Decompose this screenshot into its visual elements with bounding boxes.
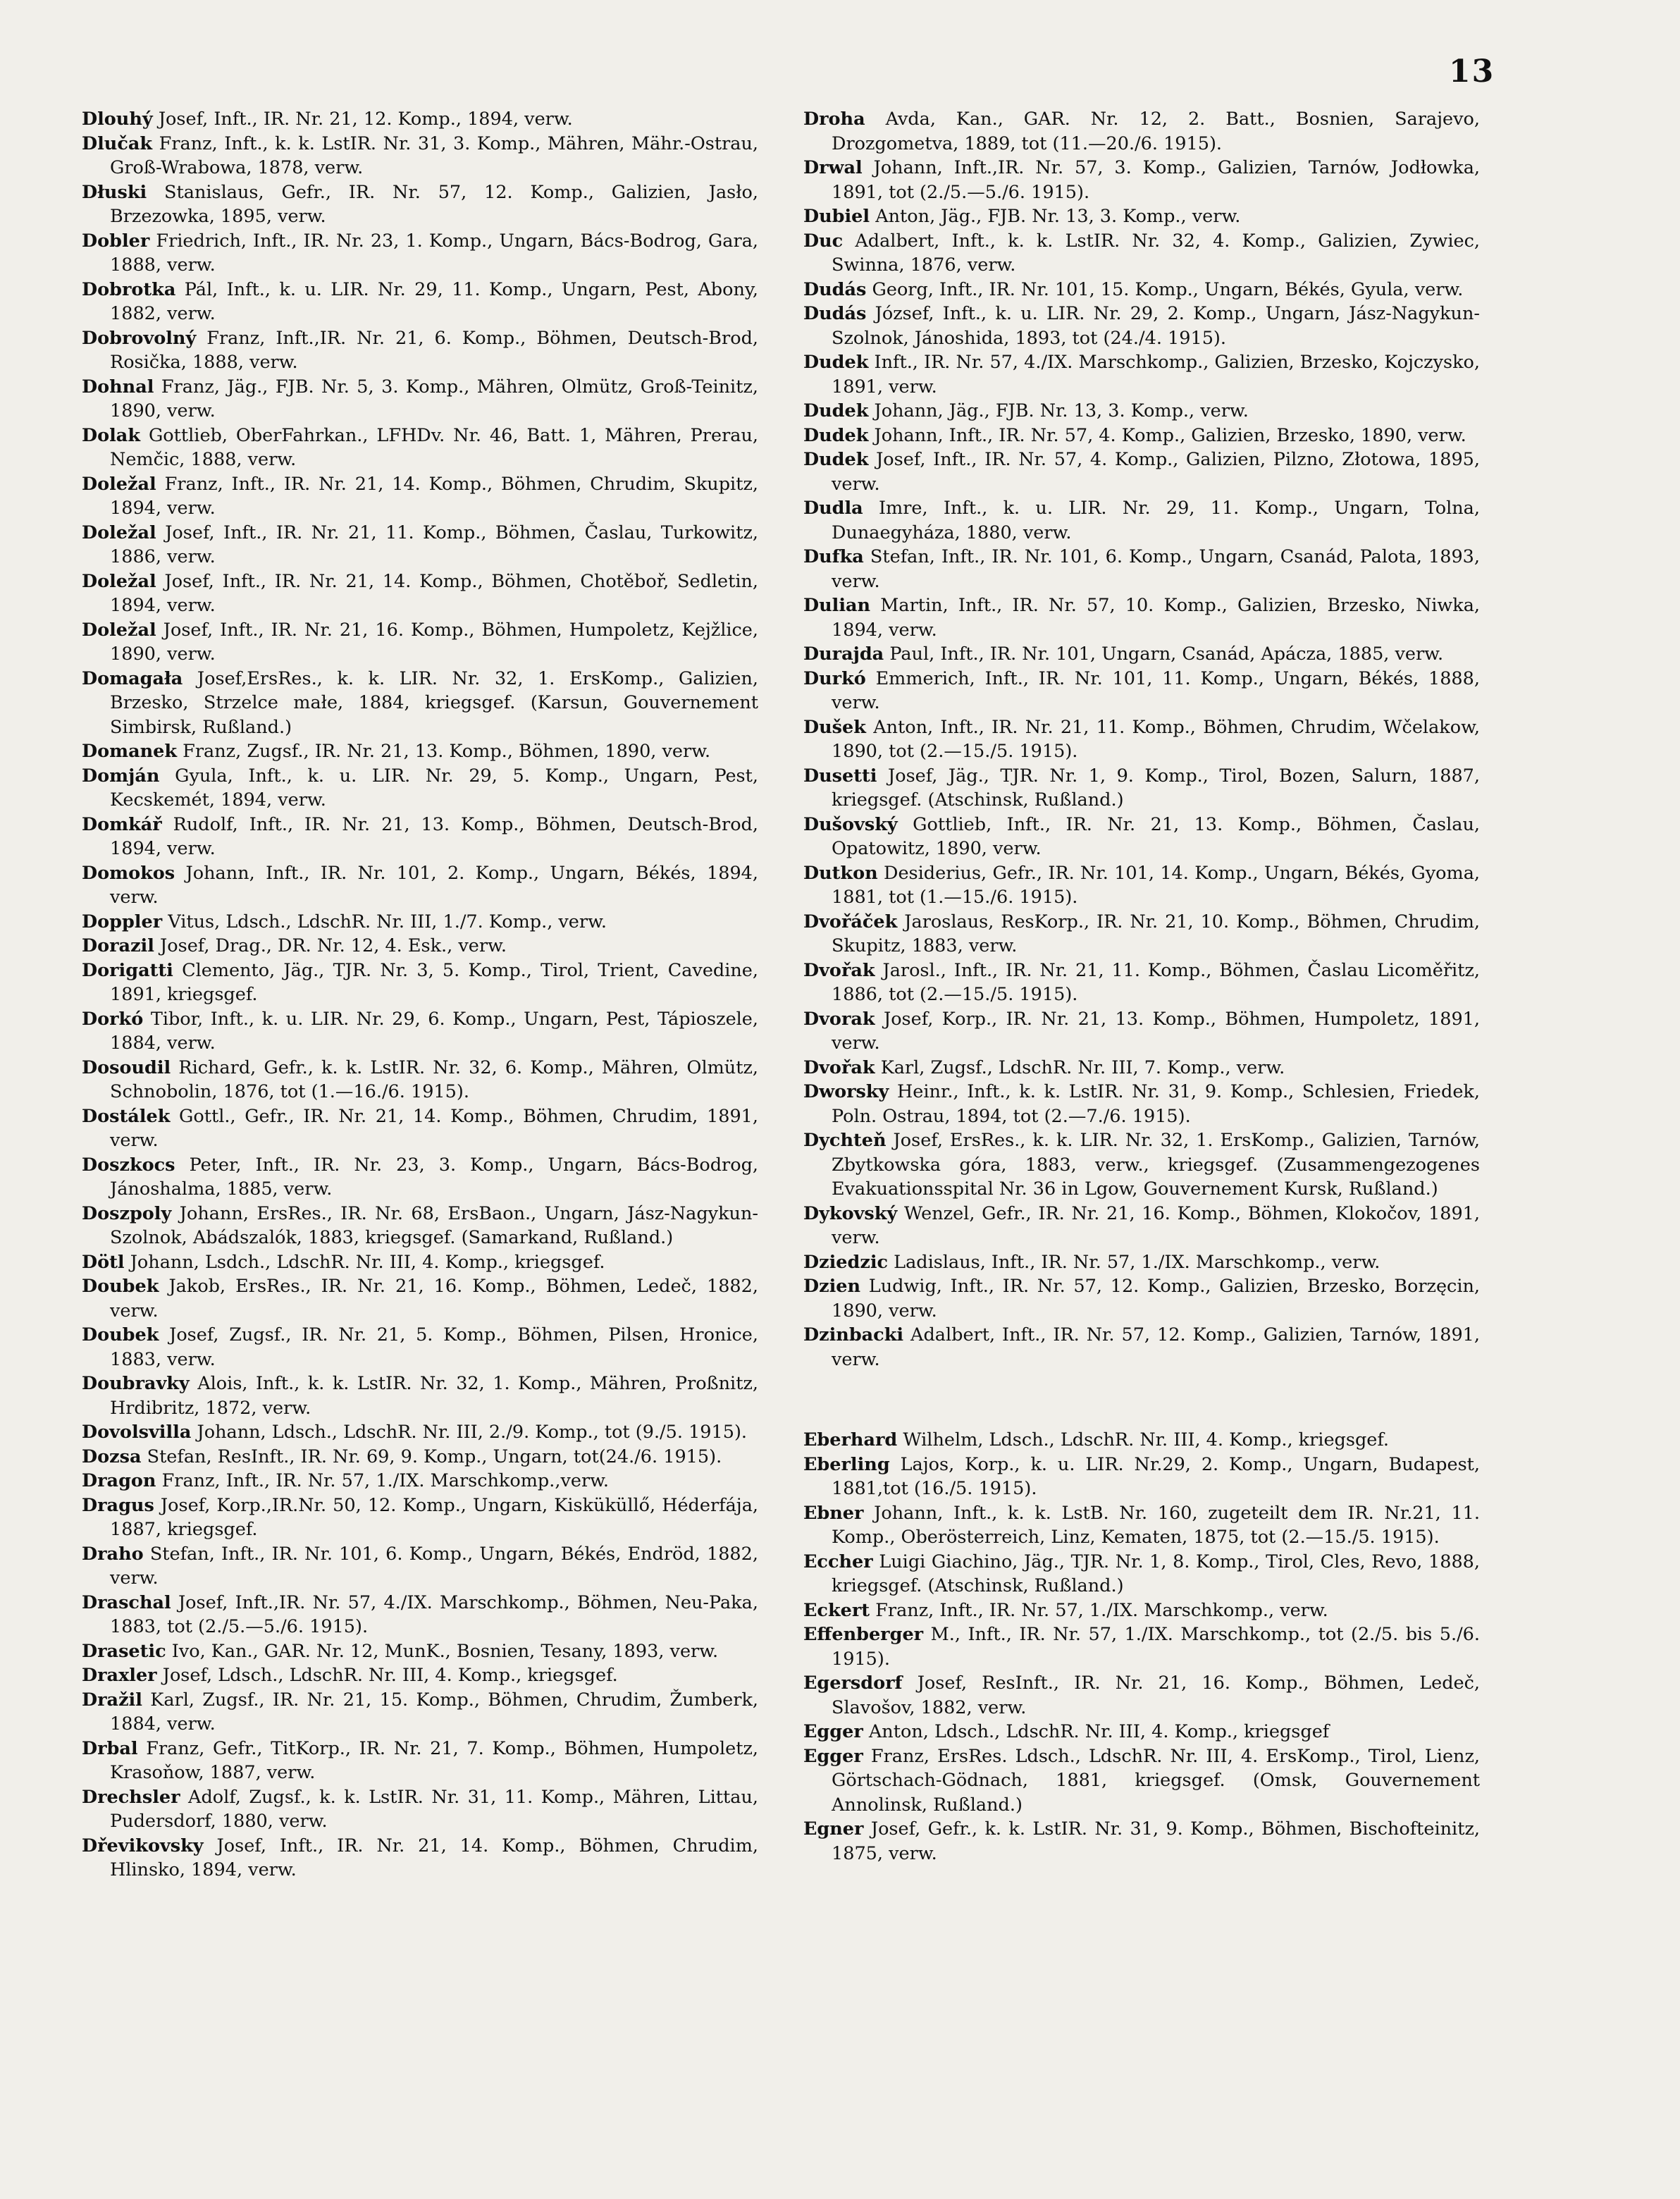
list-entry bbox=[82, 813, 758, 861]
list-entry bbox=[803, 107, 1480, 156]
entry-details: Johann, Inft.,IR. Nr. 57, 3. Komp., Galizien, Tarnów, Jodłowka, 1891, tot (2./5.—5./6. 1915). bbox=[832, 157, 1480, 203]
list-entry bbox=[82, 278, 758, 326]
entry-details: Josef, Drag., DR. Nr. 12, 4. Esk., verw. bbox=[160, 935, 507, 956]
entry-details: Stanislaus, Gefr., IR. Nr. 57, 12. Komp., Galizien, Jasło, Brzezowka, 1895, verw. bbox=[110, 181, 758, 227]
entry-surname: Eberhard bbox=[803, 1429, 898, 1450]
list-entry bbox=[803, 1817, 1480, 1866]
entry-surname: Durkó bbox=[803, 667, 866, 689]
list-entry bbox=[82, 569, 758, 618]
list-entry bbox=[82, 1153, 758, 1202]
entry-surname: Draxler bbox=[82, 1665, 157, 1686]
entry-surname: Dlouhý bbox=[82, 109, 153, 130]
entry-surname: Draho bbox=[82, 1543, 144, 1565]
entry-surname: Eckert bbox=[803, 1599, 870, 1621]
right-column bbox=[803, 107, 1480, 1866]
list-entry bbox=[803, 448, 1480, 496]
entry-details: Karl, Zugsf., IR. Nr. 21, 15. Komp., Böhmen, Chrudim, Žumberk, 1884, verw. bbox=[110, 1689, 759, 1735]
list-entry bbox=[803, 545, 1480, 593]
entry-surname: Dudek bbox=[803, 400, 869, 421]
entry-details: Franz, Inft.,IR. Nr. 21, 6. Komp., Böhmen, Deutsch-Brod, Rosička, 1888, verw. bbox=[110, 327, 759, 373]
list-entry bbox=[82, 1542, 758, 1591]
section-gap bbox=[803, 1372, 1480, 1428]
list-entry bbox=[803, 1250, 1480, 1275]
entry-details: Gyula, Inft., k. u. LIR. Nr. 29, 5. Komp., Ungarn, Pest, Kecskemét, 1894, verw. bbox=[110, 765, 758, 811]
entry-surname: Durajda bbox=[803, 643, 884, 665]
entry-details: Josef, Zugsf., IR. Nr. 21, 5. Komp., Böhmen, Pilsen, Hronice, 1883, verw. bbox=[110, 1324, 758, 1370]
entry-details: Stefan, ResInft., IR. Nr. 69, 9. Komp., Ungarn, tot(24./6. 1915). bbox=[147, 1446, 722, 1467]
entry-surname: Doležal bbox=[82, 522, 156, 543]
list-entry bbox=[803, 424, 1480, 448]
entry-surname: Dobler bbox=[82, 230, 150, 252]
entry-surname: Duc bbox=[803, 230, 844, 252]
list-entry bbox=[803, 1501, 1480, 1550]
entry-surname: Dykovský bbox=[803, 1202, 898, 1224]
list-entry bbox=[82, 107, 758, 132]
list-entry bbox=[82, 326, 758, 375]
entry-surname: Doubek bbox=[82, 1324, 159, 1345]
entry-details: Rudolf, Inft., IR. Nr. 21, 13. Komp., Böhmen, Deutsch-Brod, 1894, verw. bbox=[110, 813, 758, 859]
list-entry bbox=[803, 1622, 1480, 1671]
entry-details: Ladislaus, Inft., IR. Nr. 57, 1./IX. Marschkomp., verw. bbox=[894, 1251, 1381, 1273]
list-entry bbox=[803, 1599, 1480, 1623]
list-entry bbox=[82, 1834, 758, 1883]
list-entry bbox=[82, 229, 758, 278]
list-entry bbox=[82, 1274, 758, 1323]
list-entry bbox=[82, 1591, 758, 1639]
list-entry bbox=[803, 1453, 1480, 1501]
entry-surname: Eberling bbox=[803, 1453, 890, 1475]
list-entry bbox=[82, 1663, 758, 1688]
entry-details: Ludwig, Inft., IR. Nr. 57, 12. Komp., Galizien, Brzesko, Borzęcin, 1890, verw. bbox=[832, 1276, 1480, 1322]
entry-surname: Dworsky bbox=[803, 1081, 889, 1102]
entry-details: Johann, Inft., k. k. LstB. Nr. 160, zugeteilt dem IR. Nr.21, 11. Komp., Oberösterreich, Linz, Kematen, 1875, tot (2.—15./5. 1915). bbox=[832, 1502, 1481, 1548]
entry-surname: Dudás bbox=[803, 303, 867, 324]
entry-details: Luigi Giachino, Jäg., TJR. Nr. 1, 8. Komp., Tirol, Cles, Revo, 1888, kriegsgef. (Atschinsk, Rußland.) bbox=[832, 1551, 1481, 1596]
entry-details: Desiderius, Gefr., IR. Nr. 101, 14. Komp., Ungarn, Békés, Gyoma, 1881, tot (1.—15./6. 1915). bbox=[832, 862, 1480, 908]
entry-details: Josef, Inft., IR. Nr. 21, 12. Komp., 1894, verw. bbox=[158, 109, 573, 130]
entry-surname: Doppler bbox=[82, 911, 163, 932]
list-entry bbox=[82, 739, 758, 764]
entry-surname: Dorkó bbox=[82, 1008, 144, 1030]
entry-surname: Domkář bbox=[82, 813, 162, 835]
entry-surname: Domokos bbox=[82, 862, 175, 884]
list-entry bbox=[803, 399, 1480, 424]
entry-surname: Drwal bbox=[803, 157, 863, 178]
entry-surname: Drasetic bbox=[82, 1640, 166, 1662]
entry-surname: Dubiel bbox=[803, 206, 870, 227]
entry-details: Imre, Inft., k. u. LIR. Nr. 29, 11. Komp., Ungarn, Tolna, Dunaegyháza, 1880, verw. bbox=[832, 498, 1480, 543]
entry-surname: Dzinbacki bbox=[803, 1324, 904, 1345]
entry-surname: Dudla bbox=[803, 498, 863, 519]
entry-details: M., Inft., IR. Nr. 57, 1./IX. Marschkomp., tot (2./5. bis 5./6. 1915). bbox=[832, 1624, 1481, 1670]
list-entry bbox=[82, 1007, 758, 1056]
list-entry bbox=[82, 1785, 758, 1834]
list-entry bbox=[803, 204, 1480, 229]
entry-surname: Domanek bbox=[82, 741, 178, 762]
entry-details: Wilhelm, Ldsch., LdschR. Nr. III, 4. Komp., kriegsgef. bbox=[903, 1429, 1389, 1450]
entry-details: Vitus, Ldsch., LdschR. Nr. III, 1./7. Komp., verw. bbox=[168, 911, 607, 932]
entry-surname: Effenberger bbox=[803, 1624, 924, 1645]
entry-details: Anton, Jäg., FJB. Nr. 13, 3. Komp., verw. bbox=[875, 206, 1241, 227]
entry-surname: Ebner bbox=[803, 1502, 864, 1524]
entry-surname: Droha bbox=[803, 109, 865, 130]
entry-details: Johann, Jäg., FJB. Nr. 13, 3. Komp., verw. bbox=[874, 400, 1249, 421]
list-entry bbox=[82, 424, 758, 472]
entry-surname: Dudek bbox=[803, 424, 869, 446]
list-entry bbox=[803, 1274, 1480, 1323]
entry-details: Clemento, Jäg., TJR. Nr. 3, 5. Komp., Tirol, Trient, Cavedine, 1891, kriegsgef. bbox=[110, 959, 759, 1005]
list-entry bbox=[82, 1493, 758, 1542]
entry-surname: Doszkocs bbox=[82, 1154, 175, 1176]
list-entry bbox=[82, 1250, 758, 1275]
entry-details: Gottlieb, OberFahrkan., LFHDv. Nr. 46, Batt. 1, Mähren, Prerau, Nemčic, 1888, verw. bbox=[110, 424, 758, 470]
entry-details: Josef, Inft., IR. Nr. 21, 11. Komp., Böhmen, Časlau, Turkowitz, 1886, verw. bbox=[110, 522, 759, 567]
left-column bbox=[82, 107, 758, 1883]
entry-surname: Dozsa bbox=[82, 1446, 142, 1467]
entry-surname: Dragus bbox=[82, 1494, 154, 1516]
entry-details: Josef, Korp.,IR.Nr. 50, 12. Komp., Ungarn, Kisküküllő, Héderfája, 1887, kriegsgef. bbox=[110, 1494, 759, 1540]
entry-details: Lajos, Korp., k. u. LIR. Nr.29, 2. Komp., Ungarn, Budapest, 1881,tot (16./5. 1915). bbox=[832, 1453, 1481, 1499]
list-entry bbox=[82, 667, 758, 740]
list-entry bbox=[803, 496, 1480, 545]
entry-details: Franz, Inft., k. k. LstIR. Nr. 31, 3. Komp., Mähren, Mähr.-Ostrau, Groß-Wrabowa, 1878, verw. bbox=[110, 133, 759, 178]
entry-surname: Doležal bbox=[82, 473, 156, 495]
entry-surname: Dvořak bbox=[803, 959, 875, 981]
entry-details: Franz, Inft., IR. Nr. 57, 1./IX. Marschkomp., verw. bbox=[875, 1599, 1328, 1621]
entry-details: Anton, Inft., IR. Nr. 21, 11. Komp., Böhmen, Chrudim, Wčelakow, 1890, tot (2.—15./5. 1915). bbox=[832, 716, 1480, 762]
list-entry bbox=[82, 132, 758, 180]
list-entry bbox=[803, 1056, 1480, 1080]
entry-details: Paul, Inft., IR. Nr. 101, Ungarn, Csanád, Apácza, 1885, verw. bbox=[889, 643, 1444, 665]
list-entry bbox=[803, 302, 1480, 350]
entry-surname: Dostálek bbox=[82, 1105, 171, 1127]
entry-details: Anton, Ldsch., LdschR. Nr. III, 4. Komp., kriegsgef bbox=[868, 1721, 1330, 1742]
entry-details: Franz, Inft., IR. Nr. 21, 14. Komp., Böhmen, Chrudim, Skupitz, 1894, verw. bbox=[110, 473, 758, 519]
entry-surname: Dufka bbox=[803, 546, 864, 567]
entry-details: Jaroslaus, ResKorp., IR. Nr. 21, 10. Komp., Böhmen, Chrudim, Skupitz, 1883, verw. bbox=[832, 911, 1481, 956]
list-entry bbox=[803, 1128, 1480, 1202]
list-entry bbox=[82, 861, 758, 910]
list-entry bbox=[82, 375, 758, 424]
entry-surname: Dvorak bbox=[803, 1008, 875, 1030]
entry-surname: Dulian bbox=[803, 595, 871, 616]
list-entry bbox=[803, 156, 1480, 204]
entry-surname: Dorigatti bbox=[82, 959, 173, 981]
list-entry bbox=[82, 1056, 758, 1104]
list-entry bbox=[82, 1420, 758, 1445]
entry-surname: Dražil bbox=[82, 1689, 142, 1711]
entry-surname: Dohnal bbox=[82, 376, 154, 398]
entry-details: Josef, Inft., IR. Nr. 57, 4. Komp., Galizien, Pilzno, Złotowa, 1895, verw. bbox=[832, 449, 1480, 495]
list-entry bbox=[82, 472, 758, 521]
list-entry bbox=[82, 1445, 758, 1470]
entry-surname: Domagała bbox=[82, 667, 183, 689]
entry-surname: Eccher bbox=[803, 1551, 873, 1572]
entry-details: Friedrich, Inft., IR. Nr. 23, 1. Komp., Ungarn, Bács-Bodrog, Gara, 1888, verw. bbox=[110, 230, 759, 276]
entry-details: Johann, Inft., IR. Nr. 57, 4. Komp., Galizien, Brzesko, 1890, verw. bbox=[874, 424, 1466, 446]
entry-surname: Doubek bbox=[82, 1276, 159, 1297]
entry-details: Josef, Jäg., TJR. Nr. 1, 9. Komp., Tirol, Bozen, Salurn, 1887, kriegsgef. (Atschinsk, Rußland.) bbox=[832, 765, 1480, 811]
entry-details: Franz, Jäg., FJB. Nr. 5, 3. Komp., Mähren, Olmütz, Groß-Teinitz, 1890, verw. bbox=[110, 376, 758, 421]
list-entry bbox=[803, 642, 1480, 667]
list-entry bbox=[82, 1323, 758, 1372]
list-entry bbox=[82, 959, 758, 1007]
entry-surname: Dötl bbox=[82, 1251, 125, 1273]
entry-surname: Dorazil bbox=[82, 935, 154, 956]
entry-surname: Dudek bbox=[803, 449, 869, 470]
entry-details: Jakob, ErsRes., IR. Nr. 21, 16. Komp., Böhmen, Ledeč, 1882, verw. bbox=[110, 1276, 758, 1322]
list-entry bbox=[803, 1007, 1480, 1056]
entry-surname: Egger bbox=[803, 1721, 863, 1742]
list-entry bbox=[803, 1202, 1480, 1250]
entry-details: Josef, Inft., IR. Nr. 21, 14. Komp., Böhmen, Chrudim, Hlinsko, 1894, verw. bbox=[110, 1835, 758, 1880]
entry-surname: Dziedzic bbox=[803, 1251, 889, 1273]
page-number: 13 bbox=[1449, 54, 1495, 90]
entry-details: Josef, Inft., IR. Nr. 21, 14. Komp., Böhmen, Chotěboř, Sedletin, 1894, verw. bbox=[110, 570, 759, 616]
list-entry bbox=[82, 1688, 758, 1737]
list-entry bbox=[803, 861, 1480, 910]
list-entry bbox=[803, 1550, 1480, 1599]
list-entry bbox=[82, 910, 758, 935]
entry-details: Franz, Gefr., TitKorp., IR. Nr. 21, 7. Komp., Böhmen, Humpoletz, Krasoňow, 1887, verw. bbox=[110, 1737, 759, 1783]
list-entry bbox=[82, 1469, 758, 1493]
list-entry bbox=[803, 1744, 1480, 1818]
list-entry bbox=[82, 1737, 758, 1785]
entry-surname: Dusetti bbox=[803, 765, 877, 787]
entry-surname: Dovolsvilla bbox=[82, 1422, 192, 1443]
list-entry bbox=[803, 1428, 1480, 1453]
entry-surname: Dudás bbox=[803, 278, 867, 300]
entry-details: Josef, Inft.,IR. Nr. 57, 4./IX. Marschkomp., Böhmen, Neu-Paka, 1883, tot (2./5.—5./6. 1915). bbox=[110, 1591, 758, 1637]
entry-surname: Dlučak bbox=[82, 133, 153, 154]
entry-details: Avda, Kan., GAR. Nr. 12, 2. Batt., Bosnien, Sarajevo, Drozgometva, 1889, tot (11.—20./6. 1915). bbox=[832, 109, 1481, 154]
entry-details: Karl, Zugsf., LdschR. Nr. III, 7. Komp., verw. bbox=[880, 1057, 1285, 1078]
entry-surname: Dychteň bbox=[803, 1130, 887, 1151]
list-entry bbox=[803, 1080, 1480, 1128]
entry-details: Heinr., Inft., k. k. LstIR. Nr. 31, 9. Komp., Schlesien, Friedek, Poln. Ostrau, 1894, tot (2.—7./6. 1915). bbox=[832, 1081, 1480, 1127]
entry-details: Josef, Korp., IR. Nr. 21, 13. Komp., Böhmen, Humpoletz, 1891, verw. bbox=[832, 1008, 1480, 1054]
entry-details: Inft., IR. Nr. 57, 4./IX. Marschkomp., Galizien, Brzesko, Kojczysko, 1891, verw. bbox=[832, 352, 1480, 398]
entry-details: Stefan, Inft., IR. Nr. 101, 6. Komp., Ungarn, Csanád, Palota, 1893, verw. bbox=[832, 546, 1480, 592]
list-entry bbox=[803, 1671, 1480, 1720]
entry-surname: Drbal bbox=[82, 1737, 138, 1759]
entry-surname: Dvořak bbox=[803, 1057, 875, 1078]
list-entry bbox=[803, 593, 1480, 642]
list-entry bbox=[82, 1639, 758, 1664]
entry-details: Franz, Zugsf., IR. Nr. 21, 13. Komp., Böhmen, 1890, verw. bbox=[183, 741, 711, 762]
entry-details: Josef, ErsRes., k. k. LIR. Nr. 32, 1. ErsKomp., Galizien, Tarnów, Zbytkowska góra, 1883, verw., kriegsgef. (Zusammengezogenes Evakuationsspital Nr. 36 in Lgow, Gouvernement Kursk, Rußland.) bbox=[832, 1130, 1480, 1200]
entry-details: Gottl., Gefr., IR. Nr. 21, 14. Komp., Böhmen, Chrudim, 1891, verw. bbox=[110, 1105, 758, 1151]
entry-details: Adalbert, Inft., IR. Nr. 57, 12. Komp., Galizien, Tarnów, 1891, verw. bbox=[832, 1324, 1481, 1370]
entry-surname: Doubravky bbox=[82, 1373, 190, 1394]
list-entry bbox=[803, 1323, 1480, 1372]
entry-surname: Dvořáček bbox=[803, 911, 898, 932]
entry-details: Wenzel, Gefr., IR. Nr. 21, 16. Komp., Böhmen, Klokočov, 1891, verw. bbox=[832, 1202, 1481, 1248]
entry-details: Emmerich, Inft., IR. Nr. 101, 11. Komp., Ungarn, Békés, 1888, verw. bbox=[832, 667, 1480, 713]
list-entry bbox=[803, 350, 1480, 399]
entry-details: Stefan, Inft., IR. Nr. 101, 6. Komp., Ungarn, Békés, Endröd, 1882, verw. bbox=[110, 1543, 758, 1589]
list-entry bbox=[803, 959, 1480, 1007]
list-entry bbox=[803, 1720, 1480, 1744]
entry-details: Ivo, Kan., GAR. Nr. 12, MunK., Bosnien, Tesany, 1893, verw. bbox=[171, 1640, 719, 1662]
entry-details: Gottlieb, Inft., IR. Nr. 21, 13. Komp., Böhmen, Časlau, Opatowitz, 1890, verw. bbox=[832, 813, 1481, 859]
entry-details: Adolf, Zugsf., k. k. LstIR. Nr. 31, 11. Komp., Mähren, Littau, Pudersdorf, 1880, verw. bbox=[110, 1786, 758, 1832]
entry-surname: Dłuski bbox=[82, 181, 147, 203]
list-entry bbox=[803, 813, 1480, 861]
entry-details: Josef,ErsRes., k. k. LIR. Nr. 32, 1. ErsKomp., Galizien, Brzesko, Strzelce małe, 1884, kriegsgef. (Karsun, Gouvernement Simbirsk, Rußland.) bbox=[110, 667, 758, 738]
list-entry bbox=[803, 715, 1480, 764]
entry-surname: Drechsler bbox=[82, 1786, 180, 1808]
entry-details: József, Inft., k. u. LIR. Nr. 29, 2. Komp., Ungarn, Jász-Nagykun-Szolnok, Jánoshida, 1893, tot (24./4. 1915). bbox=[832, 303, 1480, 349]
entry-details: Jarosl., Inft., IR. Nr. 21, 11. Komp., Böhmen, Časlau Licoměřitz, 1886, tot (2.—15./5. 1915). bbox=[832, 959, 1480, 1005]
list-entry bbox=[82, 764, 758, 813]
list-entry bbox=[82, 934, 758, 959]
list-entry bbox=[803, 764, 1480, 813]
entry-details: Johann, Inft., IR. Nr. 101, 2. Komp., Ungarn, Békés, 1894, verw. bbox=[110, 862, 758, 908]
entry-details: Tibor, Inft., k. u. LIR. Nr. 29, 6. Komp., Ungarn, Pest, Tápioszele, 1884, verw. bbox=[110, 1008, 759, 1054]
entry-surname: Dragon bbox=[82, 1470, 156, 1491]
entry-surname: Egner bbox=[803, 1818, 864, 1840]
entry-details: Josef, Ldsch., LdschR. Nr. III, 4. Komp., kriegsgef. bbox=[162, 1665, 618, 1686]
list-entry bbox=[82, 180, 758, 229]
list-entry bbox=[82, 618, 758, 667]
entry-surname: Draschal bbox=[82, 1591, 171, 1613]
entry-details: Peter, Inft., IR. Nr. 23, 3. Komp., Ungarn, Bács-Bodrog, Jánoshalma, 1885, verw. bbox=[110, 1154, 758, 1200]
list-entry bbox=[82, 1372, 758, 1420]
list-entry bbox=[82, 1104, 758, 1153]
list-entry bbox=[82, 1202, 758, 1250]
entry-details: Josef, Gefr., k. k. LstIR. Nr. 31, 9. Komp., Böhmen, Bischofteinitz, 1875, verw. bbox=[832, 1818, 1480, 1864]
entry-details: Franz, Inft., IR. Nr. 57, 1./IX. Marschkomp.,verw. bbox=[161, 1470, 610, 1491]
entry-details: Josef, ResInft., IR. Nr. 21, 16. Komp., Böhmen, Ledeč, Slavošov, 1882, verw. bbox=[832, 1673, 1481, 1718]
entry-surname: Dušovský bbox=[803, 813, 898, 835]
entry-details: Pál, Inft., k. u. LIR. Nr. 29, 11. Komp., Ungarn, Pest, Abony, 1882, verw. bbox=[110, 278, 758, 324]
entry-surname: Doležal bbox=[82, 570, 156, 592]
entry-details: Adalbert, Inft., k. k. LstIR. Nr. 32, 4. Komp., Galizien, Zywiec, Swinna, 1876, verw. bbox=[832, 230, 1480, 276]
entry-details: Johann, ErsRes., IR. Nr. 68, ErsBaon., Ungarn, Jász-Nagykun-Szolnok, Abádszalók, 1883, kriegsgef. (Samarkand, Rußland.) bbox=[110, 1202, 758, 1248]
entry-surname: Egger bbox=[803, 1745, 863, 1767]
entry-details: Franz, ErsRes. Ldsch., LdschR. Nr. III, 4. ErsKomp., Tirol, Lienz, Görtschach-Gödnach, 1881, kriegsgef. (Omsk, Gouvernement Annolinsk, Rußland.) bbox=[832, 1745, 1480, 1816]
entry-surname: Doszpoly bbox=[82, 1202, 172, 1224]
entry-details: Alois, Inft., k. k. LstIR. Nr. 32, 1. Komp., Mähren, Proßnitz, Hrdibritz, 1872, verw. bbox=[110, 1373, 759, 1419]
entry-surname: Dosoudil bbox=[82, 1057, 171, 1078]
entry-details: Georg, Inft., IR. Nr. 101, 15. Komp., Ungarn, Békés, Gyula, verw. bbox=[872, 278, 1464, 300]
entry-surname: Dřevikovsky bbox=[82, 1835, 204, 1856]
list-entry bbox=[803, 910, 1480, 959]
entry-surname: Dzien bbox=[803, 1276, 861, 1297]
entry-surname: Doležal bbox=[82, 619, 156, 641]
list-entry bbox=[803, 229, 1480, 278]
entry-details: Martin, Inft., IR. Nr. 57, 10. Komp., Galizien, Brzesko, Niwka, 1894, verw. bbox=[832, 595, 1481, 641]
entry-details: Richard, Gefr., k. k. LstIR. Nr. 32, 6. Komp., Mähren, Olmütz, Schnobolin, 1876, tot (1.—16./6. 1915). bbox=[110, 1057, 758, 1102]
entry-details: Johann, Ldsch., LdschR. Nr. III, 2./9. Komp., tot (9./5. 1915). bbox=[197, 1422, 748, 1443]
entry-surname: Dolak bbox=[82, 424, 140, 446]
list-entry bbox=[803, 278, 1480, 302]
list-entry bbox=[803, 667, 1480, 715]
entry-surname: Egersdorf bbox=[803, 1673, 903, 1694]
entry-details: Johann, Lsdch., LdschR. Nr. III, 4. Komp., kriegsgef. bbox=[130, 1251, 605, 1273]
entry-details: Josef, Inft., IR. Nr. 21, 16. Komp., Böhmen, Humpoletz, Kejžlice, 1890, verw. bbox=[110, 619, 758, 665]
entry-surname: Dušek bbox=[803, 716, 866, 738]
entry-surname: Dobrotka bbox=[82, 278, 176, 300]
list-entry bbox=[82, 521, 758, 569]
entry-surname: Dobrovolný bbox=[82, 327, 197, 349]
entry-surname: Dudek bbox=[803, 352, 869, 373]
entry-surname: Domján bbox=[82, 765, 160, 787]
entry-surname: Dutkon bbox=[803, 862, 878, 884]
